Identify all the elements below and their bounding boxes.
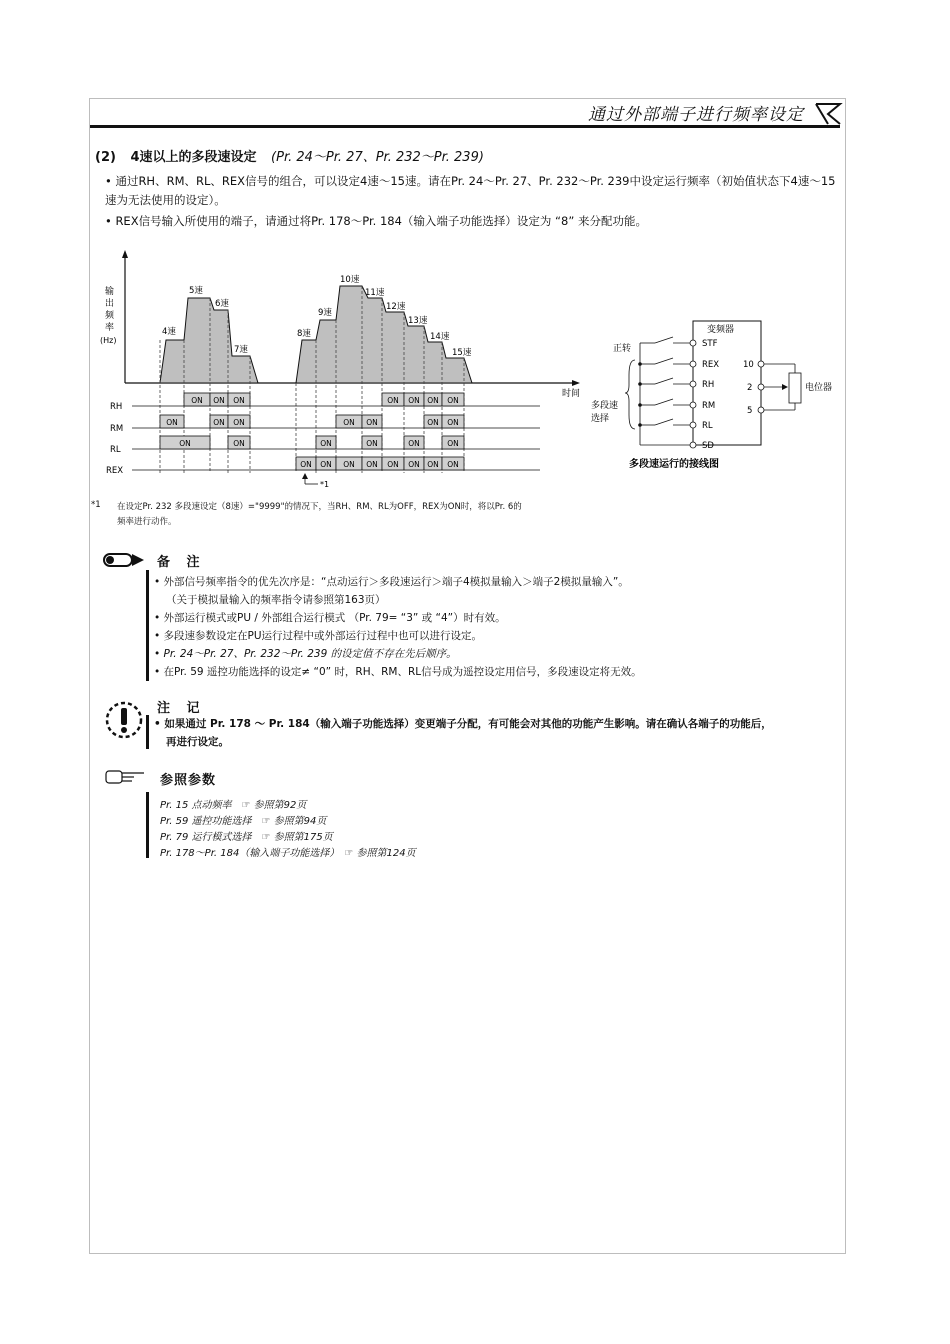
- ref-item: Pr. 79 运行模式选择 ☞ 参照第175页: [160, 832, 333, 843]
- forward-label: 正转: [613, 344, 632, 354]
- speed-label: 4速: [162, 327, 176, 337]
- terminal-label: RL: [702, 421, 713, 431]
- speed-label: 10速: [340, 275, 360, 285]
- on-label: ON: [447, 460, 459, 469]
- speed-label: 12速: [386, 302, 406, 312]
- multi-speed-label: 多段速: [591, 401, 619, 411]
- remark-pencil-icon: [102, 551, 150, 569]
- speed-label: 15速: [452, 348, 472, 358]
- bullet-1: • 通过RH、RM、RL、REX信号的组合，可以设定4速～15速。请在Pr. 24～Pr. 27、Pr. 232～Pr. 239中设定运行频率（初始值状态下4速～15速为无法使用的设定）。: [105, 174, 836, 207]
- on-label: ON: [343, 418, 355, 427]
- remarks-title: 备 注: [157, 555, 206, 570]
- wiring-diagram: [585, 315, 845, 475]
- inverter-label: 变频器: [707, 325, 735, 335]
- on-label: ON: [447, 418, 459, 427]
- multi-speed-select-label: 选择: [591, 414, 610, 424]
- header-mark-icon: [814, 102, 844, 126]
- on-label: ON: [408, 396, 420, 405]
- footnote-line2: 频率进行动作。: [117, 517, 177, 527]
- header-rule: [90, 125, 840, 128]
- terminal-label: 10: [743, 360, 754, 370]
- section-number: (2): [95, 150, 116, 165]
- on-label: ON: [320, 439, 332, 448]
- terminal-label: RM: [702, 401, 716, 411]
- on-label: ON: [366, 439, 378, 448]
- caution-bar: [146, 715, 149, 749]
- on-label: ON: [366, 460, 378, 469]
- footnote-ref: *1: [320, 480, 330, 488]
- ylabel-4: (Hz): [100, 336, 117, 345]
- on-label: ON: [387, 460, 399, 469]
- section-title: [95, 146, 484, 165]
- terminal-label: STF: [702, 339, 718, 349]
- speed-label: 13速: [408, 316, 428, 326]
- speed-label: 8速: [297, 329, 311, 339]
- on-label: ON: [233, 439, 245, 448]
- ylabel-1: 出: [105, 299, 115, 309]
- pointing-hand-icon: [104, 768, 148, 786]
- terminal-label: 5: [747, 406, 753, 416]
- on-label: ON: [191, 396, 203, 405]
- speed-label: 14速: [430, 332, 450, 342]
- on-label: ON: [427, 418, 439, 427]
- on-label: ON: [166, 418, 178, 427]
- on-label: ON: [233, 396, 245, 405]
- pot-label: 电位器: [805, 383, 833, 393]
- speed-label: 6速: [215, 299, 229, 309]
- on-label: ON: [408, 460, 420, 469]
- ref-item: Pr. 59 遥控功能选择 ☞ 参照第94页: [160, 816, 327, 827]
- refs-title: 参照参数: [160, 773, 217, 788]
- remark-item: • 外部运行模式或PU / 外部组合运行模式 （Pr. 79= “3” 或 “4”）时有效。: [154, 612, 506, 624]
- remark-item: • 多段速参数设定在PU运行过程中或外部运行过程中也可以进行设定。: [154, 630, 483, 642]
- on-label: ON: [387, 396, 399, 405]
- speed-label: 5速: [189, 286, 203, 296]
- terminal-label: RH: [702, 380, 715, 390]
- on-label: ON: [213, 396, 225, 405]
- on-label: ON: [233, 418, 245, 427]
- header-title: 通过外部端子进行频率设定: [588, 105, 804, 125]
- on-label: ON: [366, 418, 378, 427]
- time-label: 时间: [562, 389, 581, 399]
- caution-title: 注 记: [157, 701, 206, 716]
- remark-item: （关于模拟量输入的频率指令请参照第163页）: [166, 594, 386, 606]
- bullet-2: • REX信号输入所使用的端子，请通过将Pr. 178～Pr. 184（输入端子功能选择）设定为 “8” 来分配功能。: [105, 214, 647, 228]
- footnote-mark: *1: [91, 500, 101, 510]
- speed-label: 7速: [234, 345, 248, 355]
- ylabel-0: 输: [105, 287, 115, 297]
- signal-label: REX: [106, 466, 124, 476]
- ref-item: Pr. 15 点动频率 ☞ 参照第92页: [160, 800, 307, 811]
- signal-label: RL: [110, 445, 121, 455]
- on-label: ON: [447, 396, 459, 405]
- on-label: ON: [427, 460, 439, 469]
- on-label: ON: [300, 460, 312, 469]
- on-label: ON: [343, 460, 355, 469]
- caution-line1: • 如果通过 Pr. 178 ～ Pr. 184（输入端子功能选择）变更端子分配，有可能会对其他的功能产生影响。请在确认各端子的功能后，: [154, 718, 772, 730]
- ylabel-2: 频: [105, 311, 115, 321]
- on-label: ON: [447, 439, 459, 448]
- on-label: ON: [213, 418, 225, 427]
- remark-item: • Pr. 24～Pr. 27、Pr. 232～Pr. 239 的设定值不存在先后顺序。: [154, 648, 457, 660]
- section-params: (Pr. 24～Pr. 27、Pr. 232～Pr. 239): [271, 150, 484, 165]
- remark-item: • 在Pr. 59 遥控功能选择的设定≠ “0” 时，RH、RM、RL信号成为遥控设定用信号，多段速设定将无效。: [154, 666, 642, 678]
- on-label: ON: [408, 439, 420, 448]
- ref-item: Pr. 178～Pr. 184（输入端子功能选择） ☞ 参照第124页: [160, 848, 416, 859]
- timing-chart: [100, 248, 590, 488]
- caution-icon: [104, 700, 144, 740]
- wiring-title: 多段速运行的接线图: [629, 459, 719, 470]
- terminal-label: SD: [702, 441, 714, 451]
- remarks-bar: [146, 570, 149, 681]
- signal-label: RM: [110, 424, 124, 434]
- speed-label: 11速: [365, 288, 385, 298]
- signal-label: RH: [110, 402, 123, 412]
- terminal-label: 2: [747, 383, 753, 393]
- terminal-label: REX: [702, 360, 720, 370]
- on-label: ON: [179, 439, 191, 448]
- section-title-text: 4速以上的多段速设定: [130, 150, 257, 165]
- on-label: ON: [427, 396, 439, 405]
- refs-bar: [146, 792, 149, 858]
- ylabel-3: 率: [105, 323, 115, 333]
- footnote-line1: 在设定Pr. 232 多段速设定（8速）="9999"的情况下，当RH、RM、RL为OFF，REX为ON时，将以Pr. 6的: [117, 502, 522, 512]
- on-label: ON: [320, 460, 332, 469]
- remark-item: • 外部信号频率指令的优先次序是：“点动运行＞多段速运行＞端子4模拟量输入＞端子2模拟量输入”。: [154, 576, 629, 588]
- caution-line2: 再进行设定。: [166, 736, 229, 748]
- speed-label: 9速: [318, 308, 332, 318]
